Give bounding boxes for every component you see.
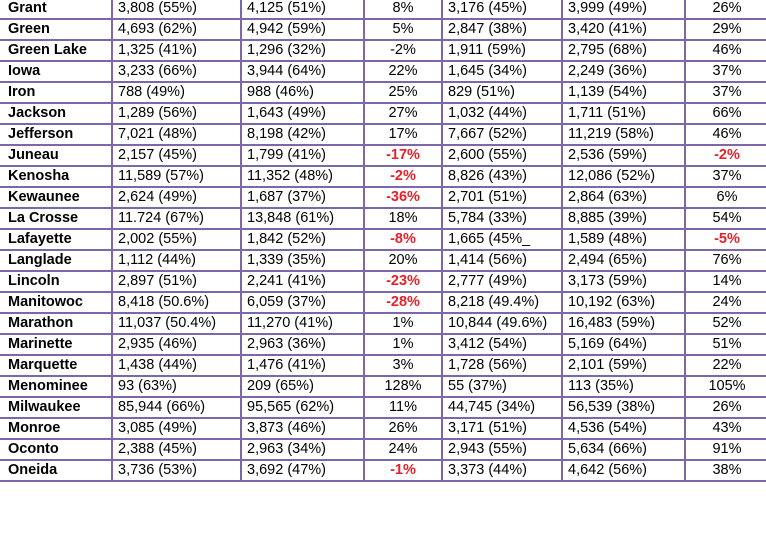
votes-cell[interactable]: 56,539 (38%) <box>562 397 685 418</box>
votes-cell[interactable]: 13,848 (61%) <box>241 208 364 229</box>
votes-cell[interactable]: 3,412 (54%) <box>442 334 562 355</box>
change-percent-cell[interactable]: -2% <box>364 40 442 61</box>
change-percent-cell[interactable]: 17% <box>364 124 442 145</box>
table-row <box>0 460 766 481</box>
change-percent-cell[interactable]: -17% <box>364 145 442 166</box>
votes-cell[interactable]: 2,241 (41%) <box>241 271 364 292</box>
change-percent-cell[interactable]: 91% <box>685 439 766 460</box>
change-percent-cell[interactable]: 76% <box>685 250 766 271</box>
change-percent-cell[interactable]: -28% <box>364 292 442 313</box>
county-name-cell[interactable]: Menominee <box>0 376 112 397</box>
change-percent-cell[interactable]: 1% <box>364 334 442 355</box>
votes-cell[interactable]: 3,999 (49%) <box>562 0 685 19</box>
table-row <box>0 187 766 208</box>
table-row <box>0 271 766 292</box>
table-row <box>0 19 766 40</box>
votes-cell[interactable]: 44,745 (34%) <box>442 397 562 418</box>
county-name-cell[interactable]: Juneau <box>0 145 112 166</box>
votes-cell[interactable]: 2,864 (63%) <box>562 187 685 208</box>
change-percent-cell[interactable]: 128% <box>364 376 442 397</box>
county-name-cell[interactable]: Green Lake <box>0 40 112 61</box>
votes-cell[interactable]: 7,667 (52%) <box>442 124 562 145</box>
change-percent-cell[interactable]: 1% <box>364 313 442 334</box>
county-name-cell[interactable]: Monroe <box>0 418 112 439</box>
votes-cell[interactable]: 4,693 (62%) <box>112 19 241 40</box>
change-percent-cell[interactable]: -2% <box>364 166 442 187</box>
votes-cell[interactable]: 11,037 (50.4%) <box>112 313 241 334</box>
votes-cell[interactable]: 3,736 (53%) <box>112 460 241 481</box>
change-percent-cell[interactable]: -23% <box>364 271 442 292</box>
votes-cell[interactable]: 5,169 (64%) <box>562 334 685 355</box>
votes-cell[interactable]: 988 (46%) <box>241 82 364 103</box>
votes-cell[interactable]: 11,219 (58%) <box>562 124 685 145</box>
votes-cell[interactable]: 8,218 (49.4%) <box>442 292 562 313</box>
table-row <box>0 166 766 187</box>
table-row <box>0 439 766 460</box>
votes-cell[interactable]: 2,963 (34%) <box>241 439 364 460</box>
change-percent-cell[interactable]: 26% <box>685 0 766 19</box>
change-percent-cell[interactable]: 5% <box>364 19 442 40</box>
votes-cell[interactable]: 1,339 (35%) <box>241 250 364 271</box>
county-name-cell[interactable]: Oconto <box>0 439 112 460</box>
county-name-cell[interactable]: Iron <box>0 82 112 103</box>
county-name-cell[interactable]: Oneida <box>0 460 112 481</box>
change-percent-cell[interactable]: 22% <box>364 61 442 82</box>
votes-cell[interactable]: 11,270 (41%) <box>241 313 364 334</box>
votes-cell[interactable]: 2,388 (45%) <box>112 439 241 460</box>
votes-cell[interactable]: 4,536 (54%) <box>562 418 685 439</box>
change-percent-cell[interactable]: -36% <box>364 187 442 208</box>
votes-cell[interactable]: 1,438 (44%) <box>112 355 241 376</box>
change-percent-cell[interactable]: 26% <box>364 418 442 439</box>
votes-cell[interactable]: 1,687 (37%) <box>241 187 364 208</box>
change-percent-cell[interactable]: 6% <box>685 187 766 208</box>
votes-cell[interactable]: 2,600 (55%) <box>442 145 562 166</box>
votes-cell[interactable]: 1,289 (56%) <box>112 103 241 124</box>
county-name-cell[interactable]: Jackson <box>0 103 112 124</box>
votes-cell[interactable]: 113 (35%) <box>562 376 685 397</box>
votes-cell[interactable]: 6,059 (37%) <box>241 292 364 313</box>
county-name-cell[interactable]: Marquette <box>0 355 112 376</box>
votes-cell[interactable]: 3,085 (49%) <box>112 418 241 439</box>
county-name-cell[interactable]: Iowa <box>0 61 112 82</box>
table-row <box>0 145 766 166</box>
votes-cell[interactable]: 11,589 (57%) <box>112 166 241 187</box>
change-percent-cell[interactable]: 37% <box>685 166 766 187</box>
county-name-cell[interactable]: Grant <box>0 0 112 19</box>
change-percent-cell[interactable]: 38% <box>685 460 766 481</box>
change-percent-cell[interactable]: 52% <box>685 313 766 334</box>
county-name-cell[interactable]: Manitowoc <box>0 292 112 313</box>
change-percent-cell[interactable]: 24% <box>364 439 442 460</box>
votes-cell[interactable]: 10,192 (63%) <box>562 292 685 313</box>
votes-cell[interactable]: 2,002 (55%) <box>112 229 241 250</box>
votes-cell[interactable]: 3,873 (46%) <box>241 418 364 439</box>
table-row <box>0 334 766 355</box>
county-name-cell[interactable]: Lafayette <box>0 229 112 250</box>
table-row <box>0 250 766 271</box>
votes-cell[interactable]: 1,414 (56%) <box>442 250 562 271</box>
table-row <box>0 40 766 61</box>
county-name-cell[interactable]: La Crosse <box>0 208 112 229</box>
votes-cell[interactable]: 2,624 (49%) <box>112 187 241 208</box>
county-name-cell[interactable]: Kewaunee <box>0 187 112 208</box>
change-percent-cell[interactable]: 37% <box>685 61 766 82</box>
votes-cell[interactable]: 85,944 (66%) <box>112 397 241 418</box>
votes-cell[interactable]: 3,944 (64%) <box>241 61 364 82</box>
votes-cell[interactable]: 3,373 (44%) <box>442 460 562 481</box>
votes-cell[interactable]: 16,483 (59%) <box>562 313 685 334</box>
votes-cell[interactable]: 1,643 (49%) <box>241 103 364 124</box>
votes-cell[interactable]: 8,885 (39%) <box>562 208 685 229</box>
votes-cell[interactable]: 2,963 (36%) <box>241 334 364 355</box>
table-row <box>0 229 766 250</box>
change-percent-cell[interactable]: 27% <box>364 103 442 124</box>
change-percent-cell[interactable]: 43% <box>685 418 766 439</box>
change-percent-cell[interactable]: 14% <box>685 271 766 292</box>
county-name-cell[interactable]: Marathon <box>0 313 112 334</box>
votes-cell[interactable]: 1,325 (41%) <box>112 40 241 61</box>
change-percent-cell[interactable]: 25% <box>364 82 442 103</box>
change-percent-cell[interactable]: 46% <box>685 124 766 145</box>
votes-cell[interactable]: 829 (51%) <box>442 82 562 103</box>
votes-cell[interactable]: 3,420 (41%) <box>562 19 685 40</box>
change-percent-cell[interactable]: 54% <box>685 208 766 229</box>
votes-cell[interactable]: 2,701 (51%) <box>442 187 562 208</box>
votes-cell[interactable]: 95,565 (62%) <box>241 397 364 418</box>
votes-cell[interactable]: 1,139 (54%) <box>562 82 685 103</box>
table-row <box>0 355 766 376</box>
votes-cell[interactable]: 2,101 (59%) <box>562 355 685 376</box>
votes-cell[interactable]: 5,784 (33%) <box>442 208 562 229</box>
votes-cell[interactable]: 2,157 (45%) <box>112 145 241 166</box>
votes-cell[interactable]: 1,711 (51%) <box>562 103 685 124</box>
table-row <box>0 124 766 145</box>
votes-cell[interactable]: 3,808 (55%) <box>112 0 241 19</box>
change-percent-cell[interactable]: 24% <box>685 292 766 313</box>
change-percent-cell[interactable]: 3% <box>364 355 442 376</box>
votes-cell[interactable]: 1,842 (52%) <box>241 229 364 250</box>
change-percent-cell[interactable]: -5% <box>685 229 766 250</box>
votes-cell[interactable]: 1,665 (45%_ <box>442 229 562 250</box>
table-row <box>0 0 766 19</box>
votes-cell[interactable]: 4,942 (59%) <box>241 19 364 40</box>
votes-cell[interactable]: 788 (49%) <box>112 82 241 103</box>
votes-cell[interactable]: 1,728 (56%) <box>442 355 562 376</box>
table-row <box>0 208 766 229</box>
votes-cell[interactable]: 1,589 (48%) <box>562 229 685 250</box>
table-row <box>0 82 766 103</box>
change-percent-cell[interactable]: 29% <box>685 19 766 40</box>
votes-cell[interactable]: 2,536 (59%) <box>562 145 685 166</box>
votes-cell[interactable]: 8,418 (50.6%) <box>112 292 241 313</box>
table-row <box>0 61 766 82</box>
votes-cell[interactable]: 2,897 (51%) <box>112 271 241 292</box>
votes-cell[interactable]: 3,176 (45%) <box>442 0 562 19</box>
votes-cell[interactable]: 1,112 (44%) <box>112 250 241 271</box>
change-percent-cell[interactable]: -8% <box>364 229 442 250</box>
votes-cell[interactable]: 7,021 (48%) <box>112 124 241 145</box>
change-percent-cell[interactable]: 26% <box>685 397 766 418</box>
change-percent-cell[interactable]: 37% <box>685 82 766 103</box>
votes-cell[interactable]: 3,173 (59%) <box>562 271 685 292</box>
votes-cell[interactable]: 2,777 (49%) <box>442 271 562 292</box>
change-percent-cell[interactable]: 20% <box>364 250 442 271</box>
votes-cell[interactable]: 1,476 (41%) <box>241 355 364 376</box>
votes-cell[interactable]: 8,826 (43%) <box>442 166 562 187</box>
table-row <box>0 418 766 439</box>
table-row <box>0 397 766 418</box>
votes-cell[interactable]: 2,249 (36%) <box>562 61 685 82</box>
votes-cell[interactable]: 4,125 (51%) <box>241 0 364 19</box>
table-row <box>0 292 766 313</box>
votes-cell[interactable]: 55 (37%) <box>442 376 562 397</box>
change-percent-cell[interactable]: -1% <box>364 460 442 481</box>
county-name-cell[interactable]: Green <box>0 19 112 40</box>
change-percent-cell[interactable]: 66% <box>685 103 766 124</box>
votes-cell[interactable]: 3,171 (51%) <box>442 418 562 439</box>
county-name-cell[interactable]: Jefferson <box>0 124 112 145</box>
votes-cell[interactable]: 2,943 (55%) <box>442 439 562 460</box>
votes-cell[interactable]: 3,233 (66%) <box>112 61 241 82</box>
change-percent-cell[interactable]: 105% <box>685 376 766 397</box>
change-percent-cell[interactable]: 51% <box>685 334 766 355</box>
change-percent-cell[interactable]: -2% <box>685 145 766 166</box>
county-name-cell[interactable]: Lincoln <box>0 271 112 292</box>
votes-cell[interactable]: 4,642 (56%) <box>562 460 685 481</box>
votes-cell[interactable]: 5,634 (66%) <box>562 439 685 460</box>
votes-cell[interactable]: 1,911 (59%) <box>442 40 562 61</box>
votes-cell[interactable]: 11,352 (48%) <box>241 166 364 187</box>
votes-cell[interactable]: 93 (63%) <box>112 376 241 397</box>
votes-cell[interactable]: 3,692 (47%) <box>241 460 364 481</box>
change-percent-cell[interactable]: 11% <box>364 397 442 418</box>
votes-cell[interactable]: 2,935 (46%) <box>112 334 241 355</box>
votes-cell[interactable]: 10,844 (49.6%) <box>442 313 562 334</box>
change-percent-cell[interactable]: 18% <box>364 208 442 229</box>
votes-cell[interactable]: 11.724 (67%) <box>112 208 241 229</box>
change-percent-cell[interactable]: 46% <box>685 40 766 61</box>
votes-cell[interactable]: 1,032 (44%) <box>442 103 562 124</box>
votes-cell[interactable]: 1,296 (32%) <box>241 40 364 61</box>
county-name-cell[interactable]: Milwaukee <box>0 397 112 418</box>
votes-cell[interactable]: 8,198 (42%) <box>241 124 364 145</box>
table-row <box>0 103 766 124</box>
table-row <box>0 313 766 334</box>
county-name-cell[interactable]: Kenosha <box>0 166 112 187</box>
votes-cell[interactable]: 1,645 (34%) <box>442 61 562 82</box>
votes-cell[interactable]: 2,847 (38%) <box>442 19 562 40</box>
votes-cell[interactable]: 12,086 (52%) <box>562 166 685 187</box>
change-percent-cell[interactable]: 8% <box>364 0 442 19</box>
votes-cell[interactable]: 2,494 (65%) <box>562 250 685 271</box>
votes-cell[interactable]: 1,799 (41%) <box>241 145 364 166</box>
votes-cell[interactable]: 2,795 (68%) <box>562 40 685 61</box>
county-name-cell[interactable]: Langlade <box>0 250 112 271</box>
votes-cell[interactable]: 209 (65%) <box>241 376 364 397</box>
change-percent-cell[interactable]: 22% <box>685 355 766 376</box>
county-name-cell[interactable]: Marinette <box>0 334 112 355</box>
table-row <box>0 376 766 397</box>
